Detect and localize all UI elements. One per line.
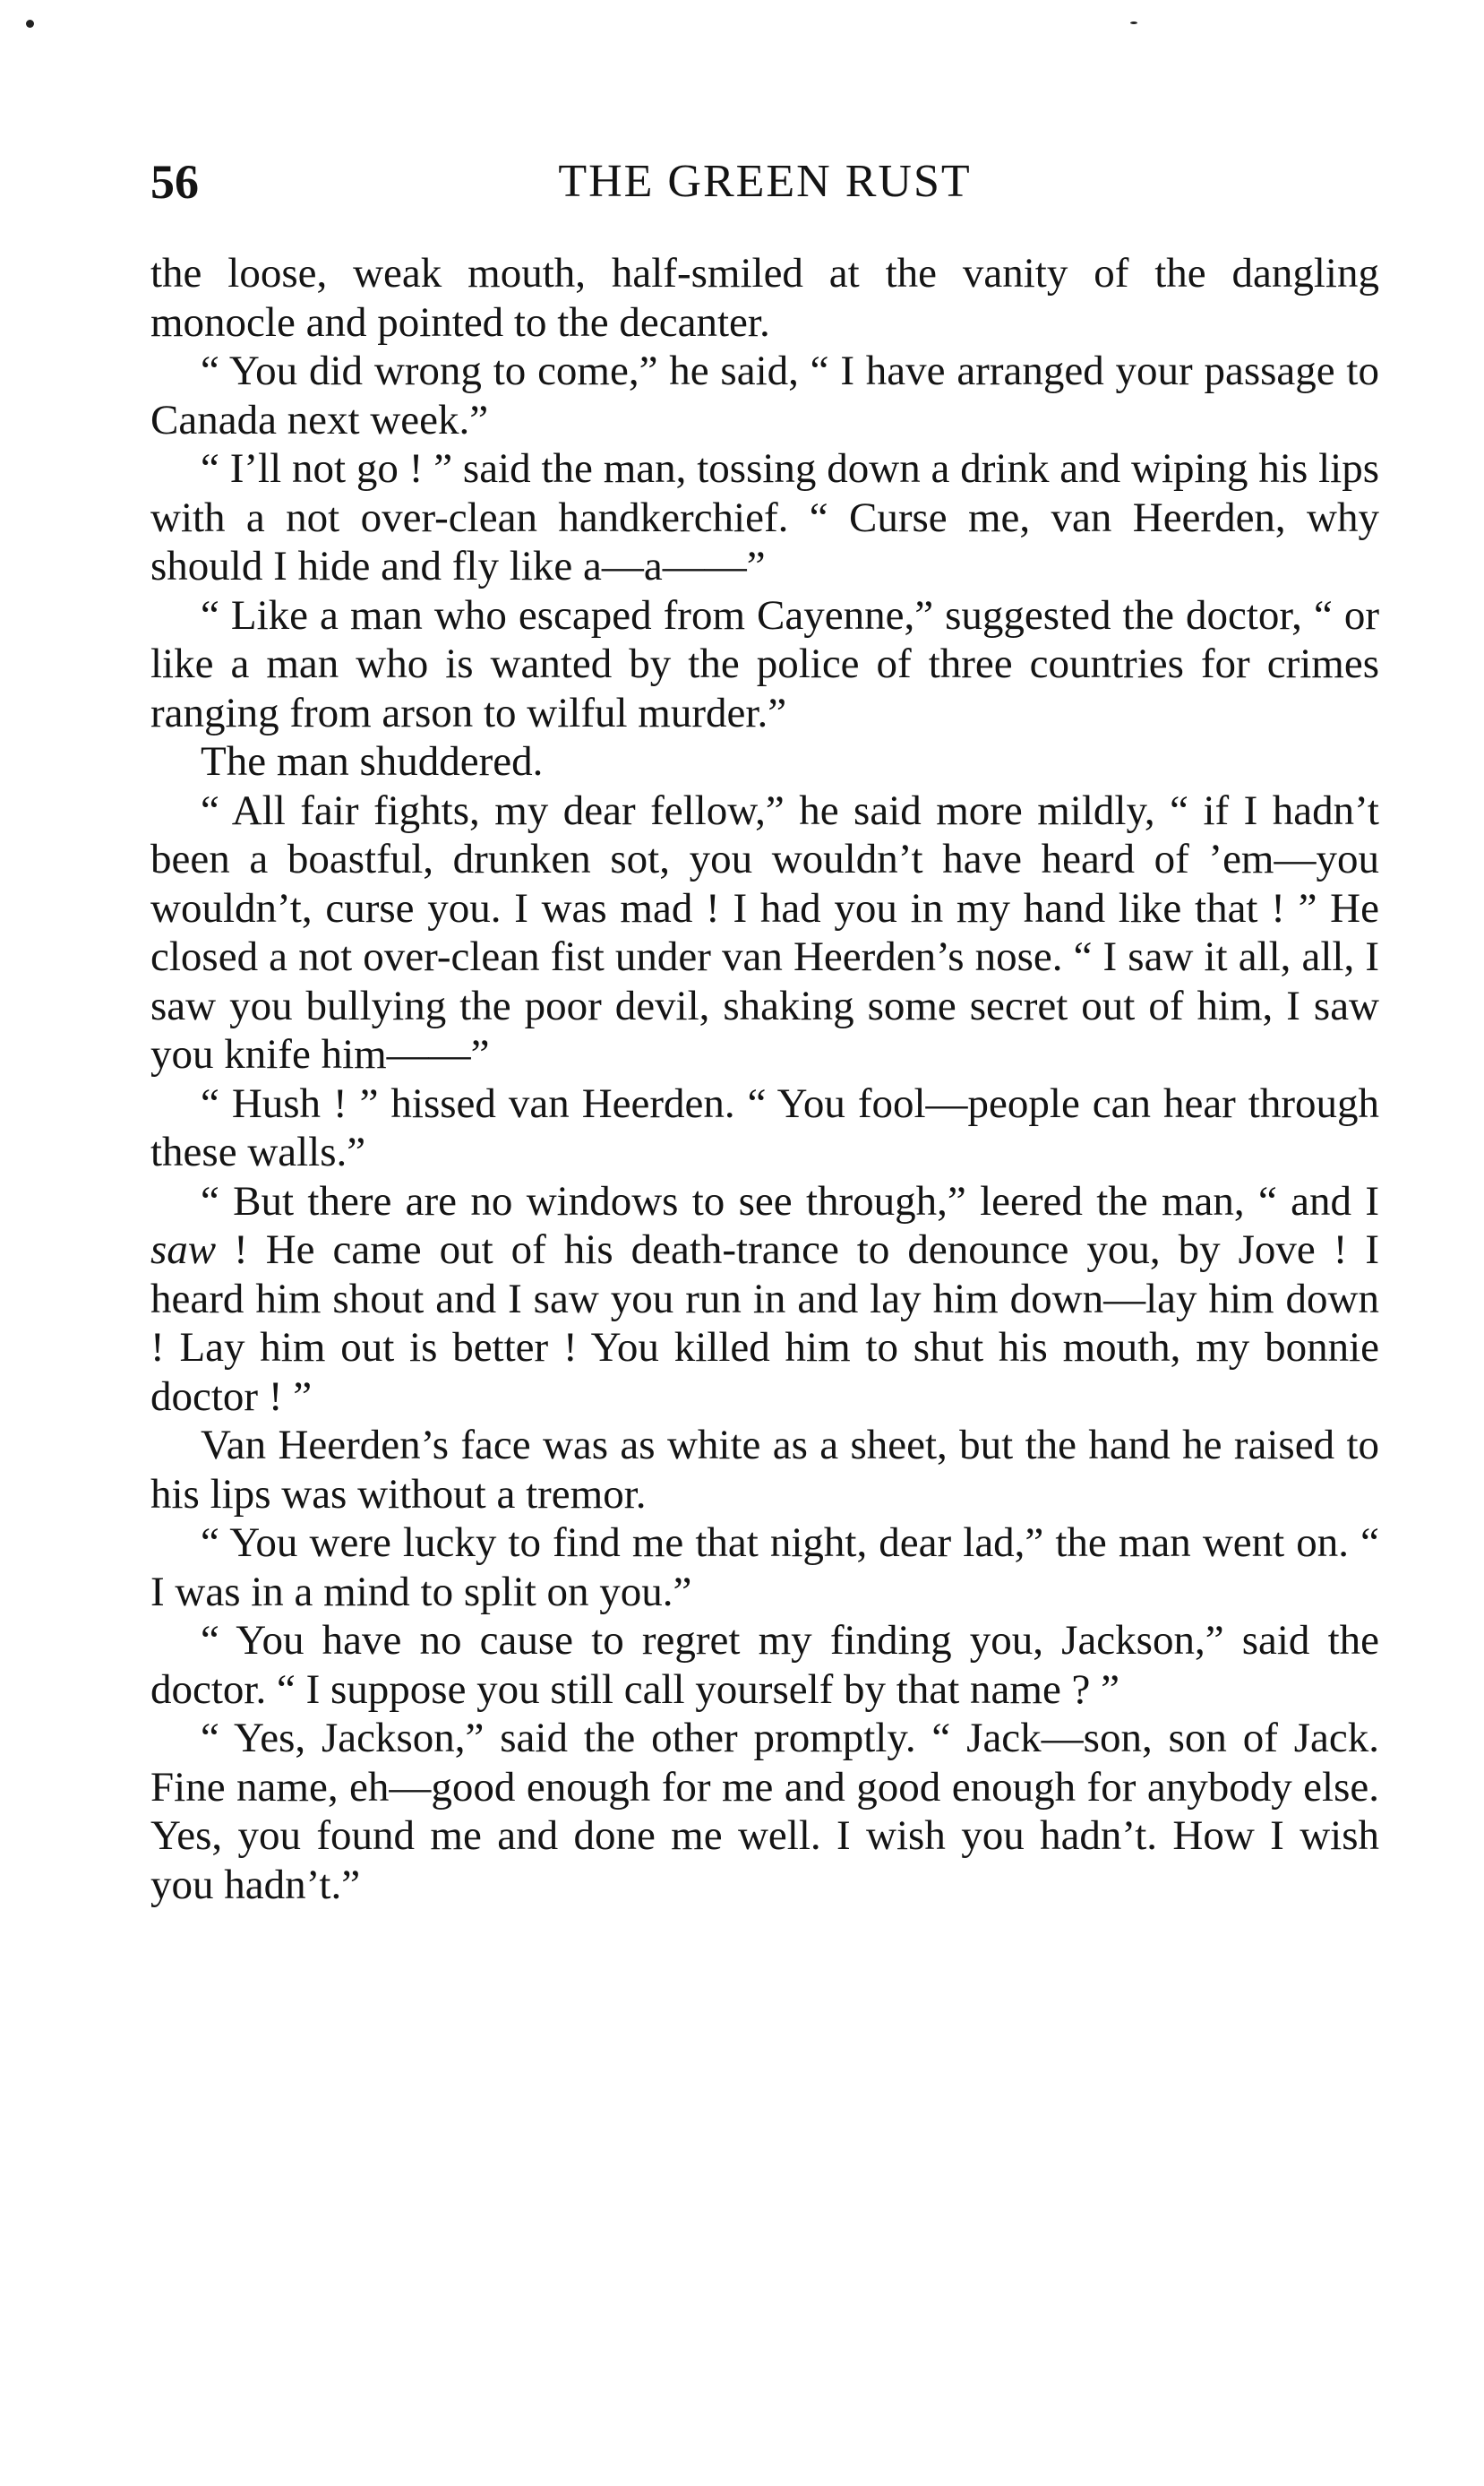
paragraph: “ I’ll not go ! ” said the man, tossing down a drink and wiping his lips with a not over-clean handkerchief. “ Curse me, van Heerden, why should I hide and fly like a—a——”: [150, 445, 1379, 589]
body-text: [150, 249, 1379, 1909]
print-speck: [26, 20, 34, 28]
paragraph-text: “ But there are no windows to see through,” leered the man, “ and I: [201, 1177, 1379, 1225]
paragraph: “ You did wrong to come,” he said, “ I have arranged your passage to Canada next week.”: [150, 348, 1379, 443]
paragraph: “ All fair fights, my dear fellow,” he said more mildly, “ if I hadn’t been a boastful, drunken sot, you wouldn’t have heard of ’em—you wouldn’t, curse you. I was mad ! I had you in my hand like that ! ” He closed a not over-clean fist under van Heerden’s nose. “ I saw it all, all, I saw you bullying the poor devil, shaking some secret out of him, I saw you knife him——”: [150, 787, 1379, 1078]
page-number: 56: [150, 155, 199, 209]
paragraph: Van Heerden’s face was as white as a sheet, but the hand he raised to his lips was without a tremor.: [150, 1422, 1379, 1518]
paragraph: “ You were lucky to find me that night, dear lad,” the man went on. “ I was in a mind to split on you.”: [150, 1519, 1379, 1615]
paragraph: The man shuddered.: [201, 738, 544, 785]
running-title: THE GREEN RUST: [558, 156, 972, 207]
emphasized-word: saw: [150, 1226, 217, 1273]
page-header: [150, 151, 1379, 213]
paragraph: the loose, weak mouth, half-smiled at the vanity of the dangling monocle and pointed to the decanter.: [150, 250, 1379, 346]
print-speck: [1130, 22, 1137, 24]
paragraph: “ You have no cause to regret my finding you, Jackson,” said the doctor. “ I suppose you still call yourself by that name ? ”: [150, 1617, 1379, 1713]
paragraph: [150, 1177, 1379, 1422]
paragraph-text: ! He came out of his death-trance to denounce you, by Jove ! I heard him shout and I saw you run in and lay him down—lay him down ! Lay him out is better ! You killed him to shut his mouth, my bonnie doctor ! ”: [150, 1226, 1379, 1420]
paragraph: “ Yes, Jackson,” said the other promptly. “ Jack—son, son of Jack. Fine name, eh—good enough for me and good enough for anybody else. Yes, you found me and done me well. I wish you hadn’t. How I wish you hadn’t.”: [150, 1715, 1379, 1908]
paragraph: “ Like a man who escaped from Cayenne,” suggested the doctor, “ or like a man who is wanted by the police of three countries for crimes ranging from arson to wilful murder.”: [150, 591, 1379, 736]
paragraph: “ Hush ! ” hissed van Heerden. “ You fool—people can hear through these walls.”: [150, 1080, 1379, 1175]
